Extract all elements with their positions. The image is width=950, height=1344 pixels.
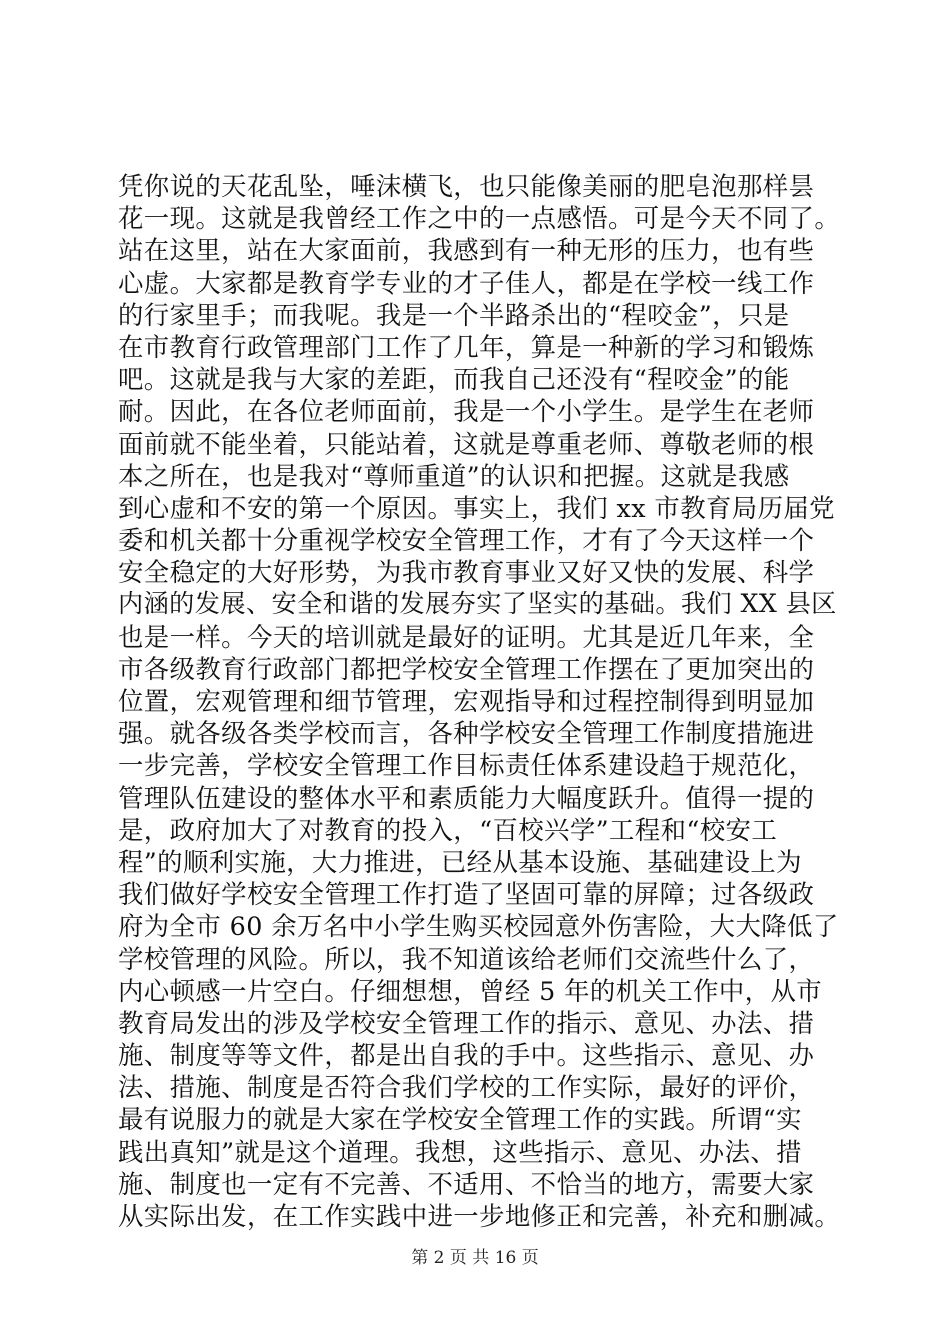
text-line: 是，政府加大了对教育的投入，“百校兴学”工程和“校安工 [118, 814, 778, 845]
page-footer: 第 2 页 共 16 页 [411, 1248, 539, 1268]
text-line: 心虚。大家都是教育学专业的才子佳人，都是在学校一线工作 [118, 267, 815, 298]
text-line: 的行家里手；而我呢。我是一个半路杀出的“程咬金”，只是 [118, 299, 790, 330]
text-line: 到心虚和不安的第一个原因。事实上，我们 xx 市教育局历届党 [118, 492, 835, 523]
text-line: 管理队伍建设的整体水平和素质能力大幅度跃升。值得一提的 [118, 782, 815, 813]
text-line: 站在这里，站在大家面前，我感到有一种无形的压力，也有些 [118, 235, 815, 266]
text-line: 吧。这就是我与大家的差距，而我自己还没有“程咬金”的能 [118, 364, 790, 395]
text-line: 安全稳定的大好形势，为我市教育事业又好又快的发展、科学 [118, 557, 815, 588]
text-line: 学校管理的风险。所以，我不知道该给老师们交流些什么了， [118, 943, 815, 974]
text-line: 我们做好学校安全管理工作打造了坚固可靠的屏障；过各级政 [118, 879, 815, 910]
text-line: 内涵的发展、安全和谐的发展夯实了坚实的基础。我们 XX 县区 [118, 589, 837, 619]
text-line: 在市教育行政管理部门工作了几年，算是一种新的学习和锻炼 [118, 331, 815, 362]
text-line: 最有说服力的就是大家在学校安全管理工作的实践。所谓“实 [118, 1104, 802, 1135]
text-line: 也是一样。今天的培训就是最好的证明。尤其是近几年来，全 [118, 621, 815, 652]
text-line: 位置，宏观管理和细节管理，宏观指导和过程控制得到明显加 [118, 686, 815, 716]
text-line: 府为全市 60 余万名中小学生购买校园意外伤害险，大大降低了 [118, 911, 839, 942]
text-line: 耐。因此，在各位老师面前，我是一个小学生。是学生在老师 [118, 396, 815, 427]
text-line: 法、措施、制度是否符合我们学校的工作实际，最好的评价， [118, 1072, 815, 1103]
text-line: 面前就不能坐着，只能站着，这就是尊重老师、尊敬老师的根 [118, 428, 815, 459]
body-text [118, 170, 841, 1232]
text-line: 市各级教育行政部门都把学校安全管理工作摆在了更加突出的 [118, 653, 815, 684]
text-line: 践出真知”就是这个道理。我想，这些指示、意见、办法、措 [118, 1136, 802, 1167]
text-line: 一步完善，学校安全管理工作目标责任体系建设趋于规范化， [118, 750, 815, 781]
text-line: 从实际出发，在工作实践中进一步地修正和完善，补充和删减。 [118, 1201, 841, 1231]
text-line: 施、制度等等文件，都是出自我的手中。这些指示、意见、办 [118, 1040, 815, 1071]
text-line: 花一现。这就是我曾经工作之中的一点感悟。可是今天不同了。 [118, 203, 841, 234]
text-line: 本之所在，也是我对“尊师重道”的认识和把握。这就是我感 [118, 460, 790, 491]
text-line: 凭你说的天花乱坠，唾沫横飞，也只能像美丽的肥皂泡那样昙 [118, 171, 815, 201]
text-line: 程”的顺利实施，大力推进，已经从基本设施、基础建设上为 [118, 846, 802, 877]
text-line: 委和机关都十分重视学校安全管理工作，才有了今天这样一个 [118, 525, 815, 556]
text-line: 施、制度也一定有不完善、不适用、不恰当的地方，需要大家 [118, 1168, 815, 1199]
text-line: 教育局发出的涉及学校安全管理工作的指示、意见、办法、措 [118, 1007, 815, 1038]
text-line: 内心顿感一片空白。仔细想想，曾经 5 年的机关工作中，从市 [118, 975, 823, 1006]
text-line: 强。就各级各类学校而言，各种学校安全管理工作制度措施进 [118, 718, 815, 749]
